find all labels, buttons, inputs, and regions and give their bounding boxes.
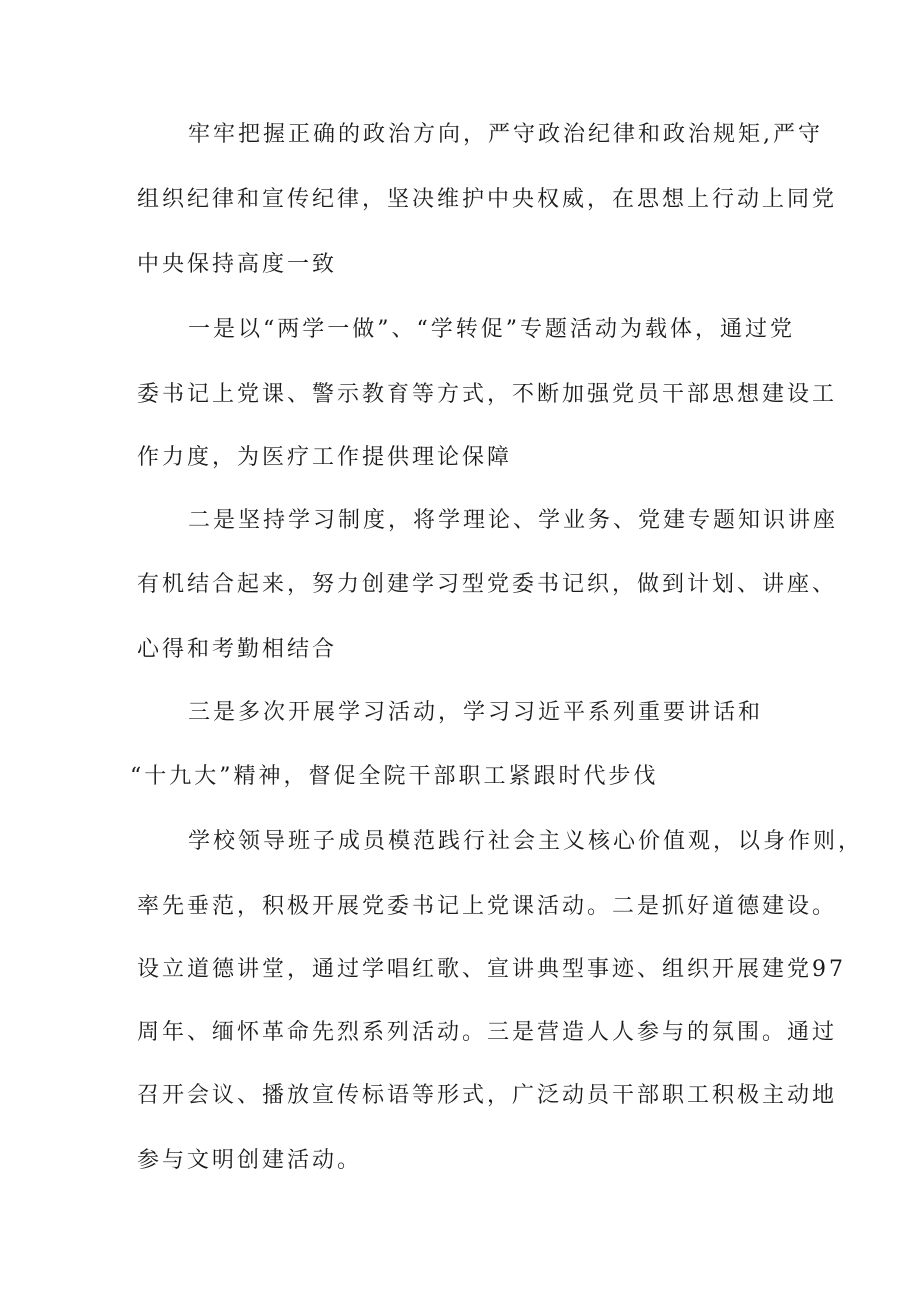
- paragraph-3-line-3: 心得和考勤相结合: [137, 637, 338, 662]
- paragraph-5-line-6: 参与文明创建活动。: [137, 1148, 363, 1173]
- paragraph-5-line-2: 率先垂范，积极开展党委书记上党课活动。二是抓好道德建设。: [137, 894, 838, 919]
- paragraph-5-line-1: 学校领导班子成员模范践行社会主义核心价值观，以身作则，: [188, 829, 864, 854]
- paragraph-2-line-3: 作力度，为医疗工作提供理论保障: [137, 445, 513, 470]
- paragraph-1-line-1: 牢牢把握正确的政治方向，严守政治纪律和政治规矩,严守: [188, 122, 823, 147]
- paragraph-1-line-3: 中央保持高度一致: [137, 252, 338, 277]
- paragraph-5-line-4: 周年、缅怀革命先烈系列活动。三是营造人人参与的氛围。通过: [137, 1020, 838, 1045]
- paragraph-1-line-2: 组织纪律和宣传纪律，坚决维护中央权威，在思想上行动上同党: [137, 187, 838, 212]
- paragraph-5-line-3: 设立道德讲堂，通过学唱红歌、宣讲典型事迹、组织开展建党97: [137, 957, 846, 982]
- paragraph-4-line-2: “十九大”精神，督促全院干部职工紧跟时代步伐: [130, 764, 659, 789]
- paragraph-2-line-1: 一是以“两学一做”、“学转促”专题活动为载体，通过党: [188, 317, 795, 342]
- paragraph-2-line-2: 委书记上党课、警示教育等方式，不断加强党员干部思想建设工: [137, 382, 838, 407]
- paragraph-5-line-5: 召开会议、播放宣传标语等形式，广泛动员干部职工积极主动地: [137, 1083, 838, 1108]
- paragraph-4-line-1: 三是多次开展学习活动，学习习近平系列重要讲话和: [188, 700, 764, 725]
- paragraph-3-line-1: 二是坚持学习制度，将学理论、学业务、党建专题知识讲座: [188, 508, 839, 533]
- paragraph-3-line-2: 有机结合起来，努力创建学习型党委书记织，做到计划、讲座、: [137, 572, 838, 597]
